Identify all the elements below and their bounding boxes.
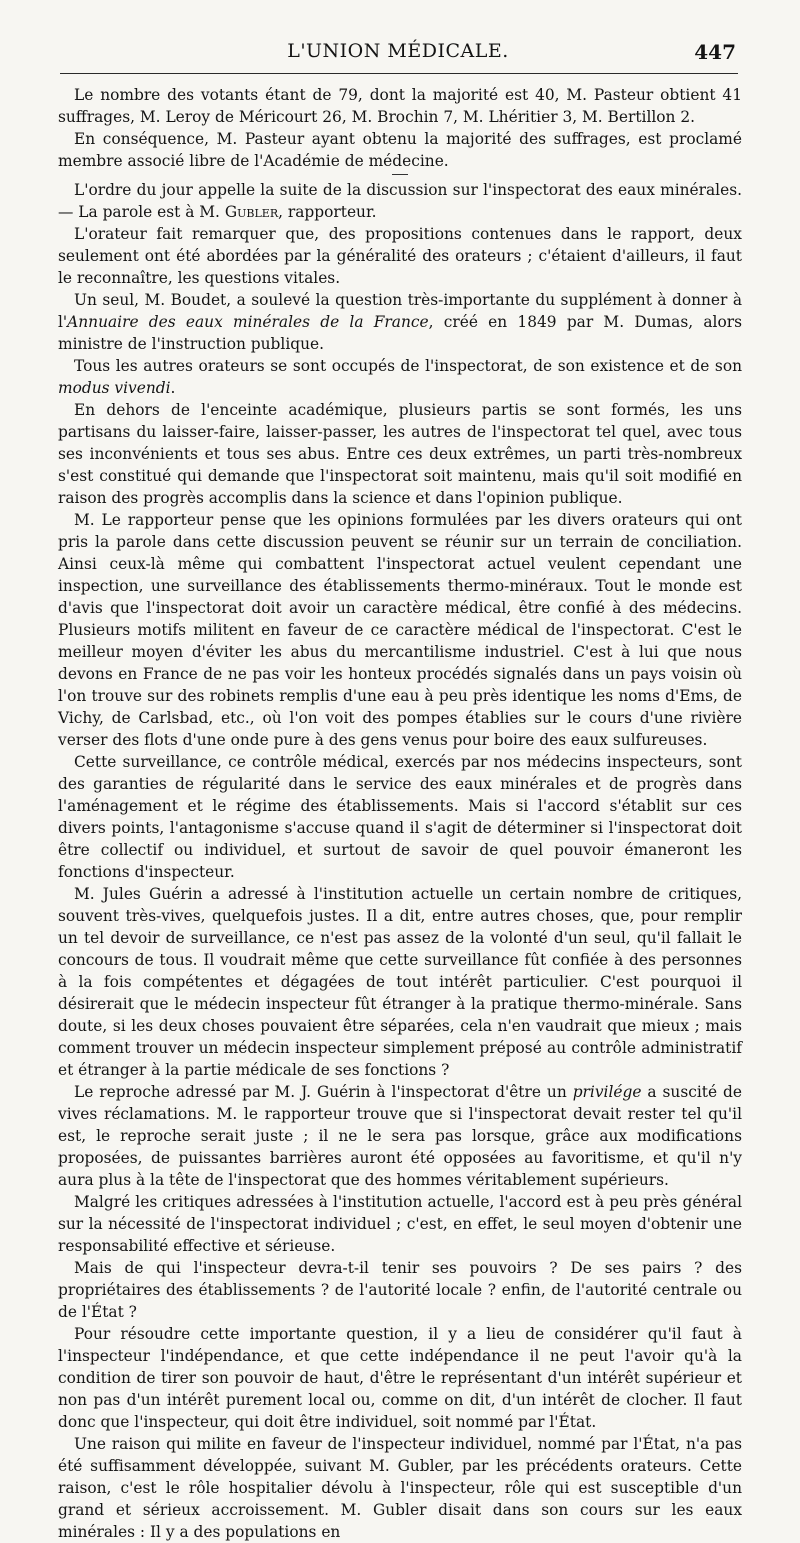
- paragraph-election-result: En conséquence, M. Pasteur ayant obtenu la majorité des suffrages, est proclamé membre associé libre de l'Académie de médecine.: [58, 130, 742, 170]
- paragraph-vote-count: Le nombre des votants étant de 79, dont la majorité est 40, M. Pasteur obtient 41 suffrages, M. Leroy de Méricourt 26, M. Brochin 7, M. Lhéritier 3, M. Bertillon 2.: [58, 86, 742, 126]
- paragraph-surveillance: Cette surveillance, ce contrôle médical, exercés par nos médecins inspecteurs, sont des garanties de régularité dans le service des eaux minérales et de progrès dans l'aménagement et le régime des établissements. Mais si l'accord s'établit sur ces divers points, l'antagonisme s'accuse quand il s'agit de déterminer si l'inspectorat doit être collectif ou individuel, et surtout de savoir de quel pouvoir émaneront les fonctions d'inspecteur.: [58, 753, 742, 881]
- paragraph-order-of-day: [58, 179, 742, 223]
- paragraph-text: Le reproche adressé par M. J. Guérin à l'inspectorat d'être un: [74, 1083, 573, 1101]
- paragraph-text: , rapporteur.: [278, 203, 377, 221]
- paragraph-modus-vivendi: [58, 355, 742, 399]
- paragraph-individual: Malgré les critiques adressées à l'institution actuelle, l'accord est à peu près général sur la nécessité de l'inspectorat individuel ; c'est, en effet, le seul moyen d'obtenir une responsabilité effective et sérieuse.: [58, 1193, 742, 1255]
- paragraph-parties: En dehors de l'enceinte académique, plusieurs partis se sont formés, les uns partisans du laisser-faire, laisser-passer, les autres de l'inspectorat tel quel, avec tous ses inconvénients et tous ses abus. Entre ces deux extrêmes, un parti très-nombreux s'est constitué qui demande que l'inspectorat soit maintenu, mais qu'il soit modifié en raison des progrès accomplis dans la science et dans l'opinion publique.: [58, 401, 742, 507]
- paragraph-privilege: [58, 1081, 742, 1191]
- paragraph-text: a suscité de vives réclamations. M. le rapporteur trouve que si l'inspectorat devait rester tel qu'il est, le reproche serait juste ; il ne le sera pas lorsque, grâce aux modifications proposées, de puissantes barrières auront été opposées au favoritisme, et qu'il n'y aura plus à la tête de l'inspectorat que des hommes véritablement supérieurs.: [58, 1083, 742, 1189]
- header-rule: [60, 73, 738, 74]
- paragraph-guerin: M. Jules Guérin a adressé à l'institution actuelle un certain nombre de critiques, souvent très-vives, quelquefois justes. Il a dit, entre autres choses, que, pour remplir un tel devoir de surveillance, ce n'est pas assez de la volonté d'un seul, qu'il fallait le concours de tous. Il voudrait même que cette surveillance fût confiée à des personnes à la fois compétentes et dégagées de tout intérêt particulier. C'est pourquoi il désirerait que le médecin inspecteur fût étranger à la pratique thermo-minérale. Sans doute, si les deux choses pouvaient être séparées, cela n'en vaudrait que mieux ; mais comment trouver un médecin inspecteur simplement préposé au contrôle administratif et étranger à la partie médicale de ses fonctions ?: [58, 885, 742, 1079]
- running-title: L'UNION MÉDICALE.: [287, 40, 509, 62]
- italic-title: Annuaire des eaux minérales de la France: [67, 313, 429, 331]
- paragraph-text: , créé en 1849 par M. Dumas, alors ministre de l'instruction publique.: [58, 313, 742, 353]
- paragraph-text: Un seul, M. Boudet, a soulevé la question très-importante du supplément à donner à l': [58, 291, 742, 331]
- page-header: [60, 40, 736, 70]
- section-separator: [392, 174, 408, 175]
- paragraph-hospital-role: Une raison qui milite en faveur de l'inspecteur individuel, nommé par l'État, n'a pas été suffisamment développée, suivant M. Gubler, par les précédents orateurs. Cette raison, c'est le rôle hospitalier dévolu à l'inspecteur, rôle qui est susceptible d'un grand et sérieux accroissement. M. Gubler disait dans son cours sur les eaux minérales : Il y a des populations en: [58, 1435, 742, 1541]
- italic-term: privilége: [572, 1083, 642, 1101]
- paragraph-text: .: [170, 379, 176, 397]
- paragraph-propositions: L'orateur fait remarquer que, des propositions contenues dans le rapport, deux seulement ont été abordées par la généralité des orateurs ; c'étaient d'ailleurs, il faut le reconnaître, les questions vitales.: [58, 225, 742, 287]
- italic-term: modus vivendi: [58, 379, 171, 397]
- page-number: 447: [694, 40, 736, 64]
- paragraph-rapporteur: M. Le rapporteur pense que les opinions formulées par les divers orateurs qui ont pris la parole dans cette discussion peuvent se réunir sur un terrain de conciliation. Ainsi ceux-là même qui combattent l'inspectorat actuel veulent cependant une inspection, une surveillance des établissements thermo-minéraux. Tout le monde est d'avis que l'inspectorat doit avoir un caractère médical, être confié à des médecins. Plusieurs motifs militent en faveur de ce caractère médical de l'inspectorat. C'est le meilleur moyen d'éviter les abus du mercantilisme industriel. C'est à lui que nous devons en France de ne pas voir les honteux procédés signalés dans un pays voisin où l'on trouve sur des robinets remplis d'une eau à peu près identique les noms d'Ems, de Vichy, de Carlsbad, etc., où l'on voit des pompes établies sur le cours d'une rivière verser des flots d'une onde pure à des gens venus pour boire des eaux sulfureuses.: [58, 511, 742, 749]
- article-body: [58, 84, 742, 1543]
- paragraph-text: Tous les autres orateurs se sont occupés de l'inspectorat, de son existence et de son: [74, 357, 742, 375]
- paragraph-independence: Pour résoudre cette importante question, il y a lieu de considérer qu'il faut à l'inspecteur l'indépendance, et que cette indépendance il ne peut l'avoir qu'à la condition de tirer son pouvoir de haut, d'être le représentant d'un intérêt supérieur et non pas d'un intérêt purement local ou, comme on dit, d'un intérêt de clocher. Il faut donc que l'inspecteur, qui doit être individuel, soit nommé par l'État.: [58, 1325, 742, 1431]
- paragraph-boudet: [58, 289, 742, 355]
- paragraph-question: Mais de qui l'inspecteur devra-t-il tenir ses pouvoirs ? De ses pairs ? des propriétaires des établissements ? de l'autorité locale ? enfin, de l'autorité centrale ou de l'État ?: [58, 1259, 742, 1321]
- paragraph-text: L'ordre du jour appelle la suite de la discussion sur l'inspectorat des eaux minérales. — La parole est à M.: [58, 181, 742, 221]
- speaker-name: Gubler: [224, 203, 279, 221]
